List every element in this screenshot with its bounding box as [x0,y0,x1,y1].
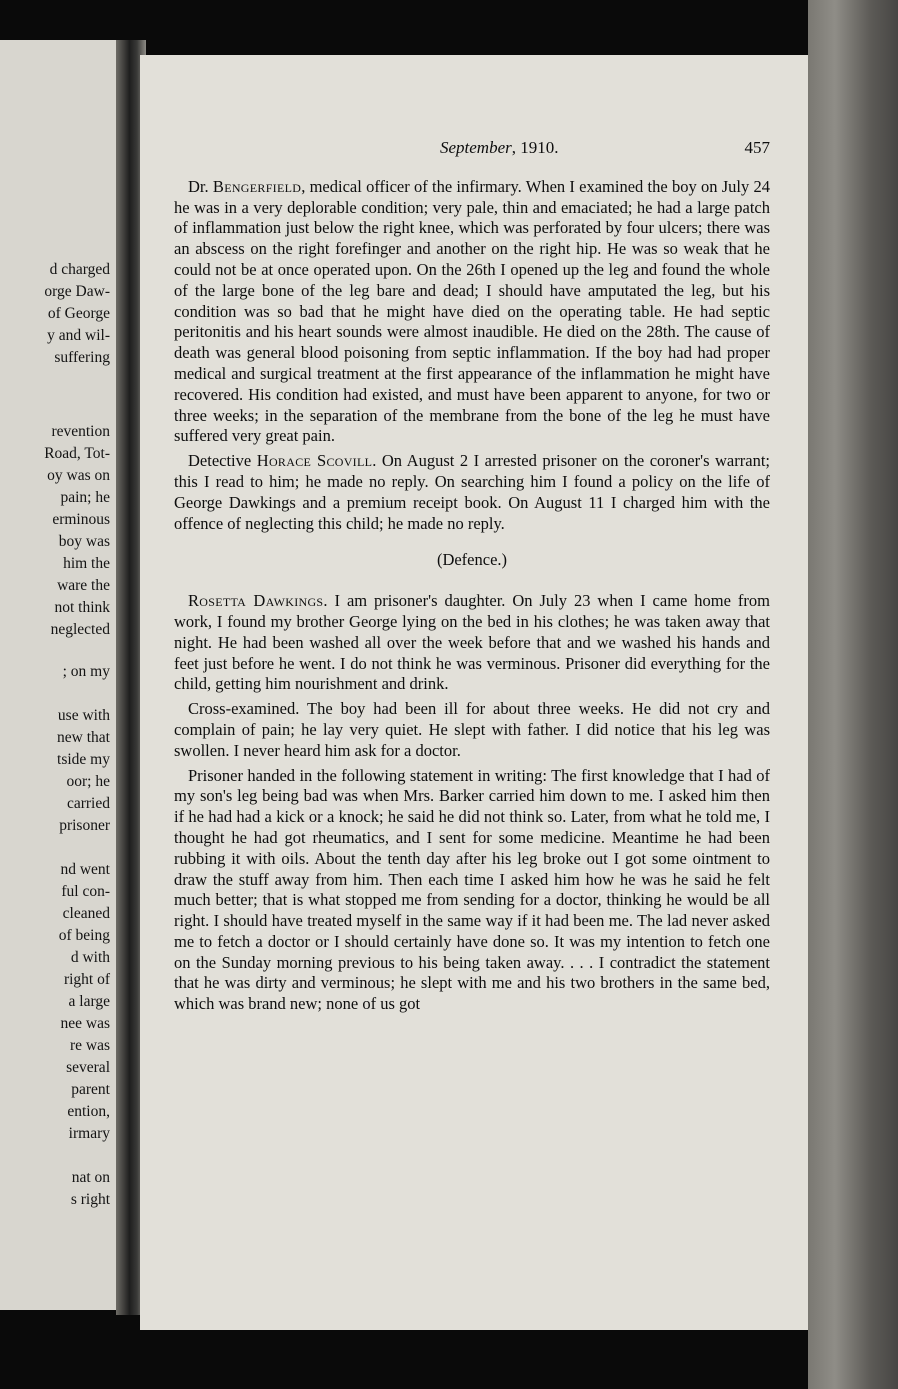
left-page-fragment: pain; he [60,489,110,506]
left-page-fragment: suffering [54,349,110,366]
left-page-fragment: erminous [52,511,110,528]
section-heading-defence: (Defence.) [436,550,508,570]
left-page-fragment: irmary [68,1125,110,1142]
paragraph-text: . On August 2 I arrested prisoner on the coroner's warrant; this I read to him; he made no reply. On searching him I found a policy on the life of George Dawkings and a premium receipt book. On August 11 I charged him with the offence of neglecting this child; he made no reply. [174,451,770,533]
left-page-fragment: d with [70,949,110,966]
paragraph-text: , medical officer of the infirmary. When I examined the boy on July 24 he was in a very deplorable condition; very pale, thin and emaciated; he had a large patch of inflammation just below the right knee, which was perforated by four ulcers; there was an abscess on the right forefinger and another on the right hip. He was so weak that he could not be at once operated upon. On the 26th I opened up the leg and found the whole of the large bone of the leg bare and dead; I should have amputated the leg, but his condition was so bad that he might have died on the operating table. He had septic peritonitis and his heart sounds were almost inaudible. He died on the 28th. The cause of death was general blood poisoning from septic inflammation. If the boy had had proper medical and surgical treatment at the first appearance of the inflammation he might have recovered. His condition had existed, and must have been apparent to anyone, for two or three weeks; in the separation of the membrane from the bone of the leg he must have suffered very great pain. [174,176,770,446]
left-page-fragment: him the [63,555,110,572]
left-page-fragment: s right [70,1191,110,1208]
left-page-fragment: nd went [60,861,110,878]
left-page-fragment: y and wil- [47,327,110,344]
paragraph-scovill [174,451,770,534]
left-page-fragment: of being [58,927,110,944]
left-page-fragment: a large [68,993,110,1010]
speaker-name: Bengerfield [212,176,302,196]
left-page-fragment: revention [51,423,110,440]
left-page-fragment: right of [63,971,110,988]
left-page-fragment: neglected [50,621,110,638]
left-page-fragment: parent [71,1081,110,1098]
running-head-date [174,138,745,159]
header-month: September [439,138,512,157]
facing-left-page [0,40,118,1310]
page-number: 457 [744,138,770,157]
left-page-fragment: of George [47,305,110,322]
paragraph-prisoner-statement: Prisoner handed in the following statement in writing: The first knowledge that I had of my son's leg being bad was when Mrs. Barker carried him down to me. I asked him then if he had had a kick or a knock; he said he did not think so. Later, from what he told me, I thought he had got rheumatics, and I sent for some medicine. Meantime he had been rubbing it with oils. About the tenth day after his leg broke out I got some ointment to draw the stuff away from him. Then each time I asked him how he was he said he felt much better; that is what stopped me from sending for a doctor, thinking he would be all right. I should have treated myself in the same way if it had been me. The lad never asked me to fetch a doctor or I should certainly have done so. It was my intention to fetch one on the Sunday morning previous to his being taken away. . . . I contradict the statement that he was dirty and verminous; he slept with me and his two brothers in the same bed, which was brand new; none of us got [174,765,770,1014]
speaker-name: Horace Scovill [256,451,373,471]
paragraph-text: . I am prisoner's daughter. On July 23 when I came home from work, I found my brother George lying on the bed in his clothes; he was taken away that night. He had been washed all over the week before that and we washed his hands and feet just before he went. I do not think he was verminous. Prisoner did everything for the child, getting him nourishment and drink. [174,591,770,694]
paragraph-rosetta [174,591,770,695]
left-page-fragment: new that [57,729,110,746]
left-page-fragment: carried [66,795,110,812]
left-page-fragment: oor; he [66,773,110,790]
page-edge-shadow [808,0,898,1389]
left-page-fragment: nat on [71,1169,110,1186]
left-page-fragment: prisoner [59,817,110,834]
speaker-name: Rosetta Dawkings [188,591,324,611]
left-page-fragment: not think [54,599,110,616]
left-page-fragment: cleaned [62,905,110,922]
running-head [174,138,770,159]
left-page-fragment: ware the [57,577,110,594]
left-page-fragment: Road, Tot- [44,445,110,462]
header-year: , 1910. [511,138,559,157]
left-page-fragment: ful con- [61,883,110,900]
left-page-fragment: tside my [57,751,110,768]
left-page-fragment: orge Daw- [44,283,110,300]
speaker-prefix: Detective [188,451,257,471]
paragraph-bengerfield [174,177,770,447]
left-page-fragment: ; on my [62,663,110,680]
left-page-fragment: use with [57,707,110,724]
left-page-fragment: boy was [58,533,110,550]
left-page-fragment: nee was [60,1015,110,1032]
left-page-fragment: oy was on [47,467,110,484]
left-page-fragment: ention, [67,1103,110,1120]
left-page-text-fragments [0,40,118,1310]
left-page-fragment: several [66,1059,110,1076]
paragraph-cross-examined: Cross-examined. The boy had been ill for about three weeks. He did not cry and complain of pain; he lay very quiet. He slept with father. I did notice that his leg was swollen. I never heard him ask for a doctor. [174,699,770,760]
left-page-fragment: re was [69,1037,110,1054]
left-page-fragment: d charged [49,261,110,278]
speaker-prefix: Dr. [188,176,213,196]
page-text [174,138,770,1019]
